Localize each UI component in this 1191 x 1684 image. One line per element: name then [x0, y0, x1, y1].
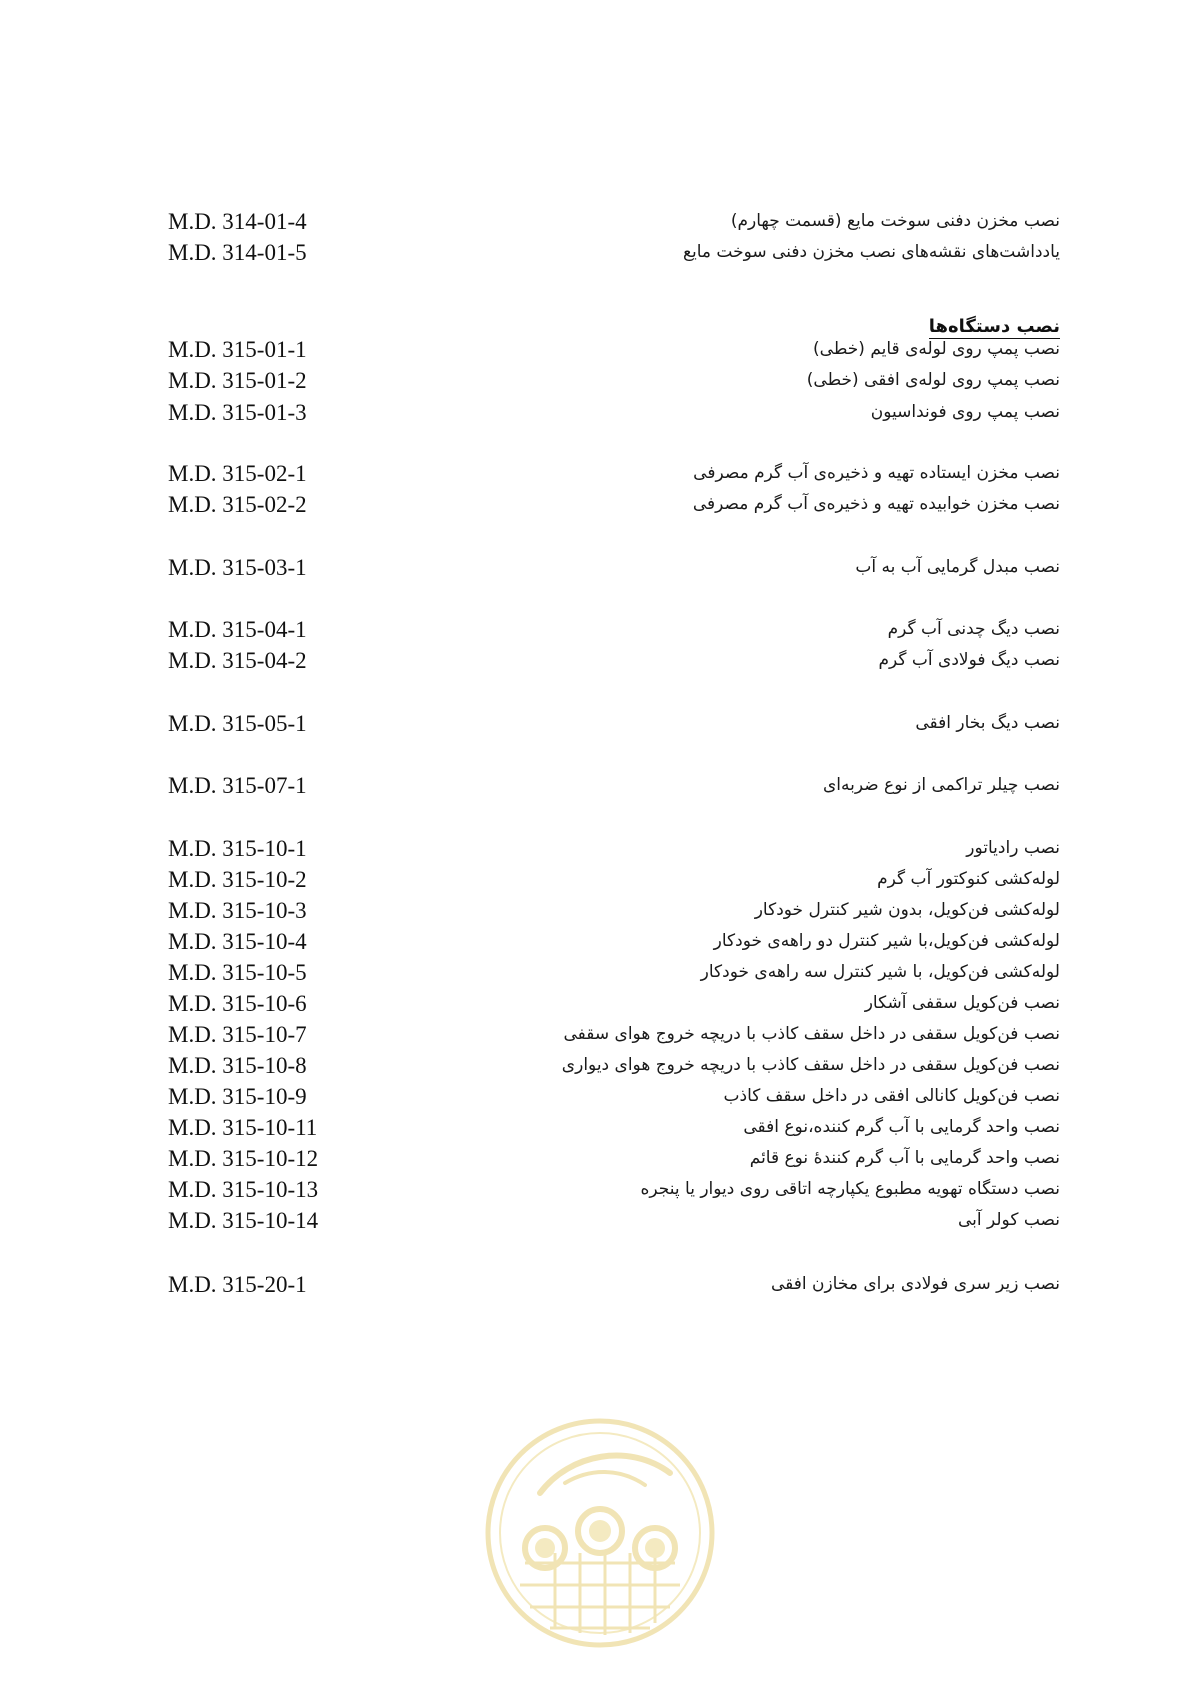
list-item: [160, 209, 1060, 241]
list-item: [160, 867, 1060, 899]
list-item: [160, 991, 1060, 1023]
item-code: M.D. 315-20-1: [168, 1272, 307, 1297]
list-item: [160, 1177, 1060, 1209]
item-code: M.D. 315-10-12: [168, 1146, 319, 1171]
item-code: M.D. 315-10-4: [168, 929, 307, 954]
item-code: M.D. 315-10-7: [168, 1022, 307, 1047]
list-item: [160, 1272, 1060, 1304]
item-title: نصب مخزن ایستاده تهیه و ذخیره‌ی آب گرم مصرفی: [693, 463, 1060, 483]
item-title: نصب مبدل گرمایی آب به آب: [855, 557, 1060, 577]
item-title: نصب کولر آبی: [957, 1210, 1060, 1230]
list-item: [160, 648, 1060, 680]
item-code: M.D. 315-10-3: [168, 898, 307, 923]
item-title: نصب پمپ روی فونداسیون: [870, 402, 1060, 422]
item-title: نصب فن‌کویل کانالی افقی در داخل سقف کاذب: [723, 1086, 1060, 1106]
item-code: M.D. 315-02-2: [168, 492, 307, 517]
item-code: M.D. 315-10-8: [168, 1053, 307, 1078]
item-code: M.D. 315-10-2: [168, 867, 307, 892]
item-title: نصب رادیاتور: [966, 838, 1060, 858]
list-item: [160, 711, 1060, 743]
item-title: نصب واحد گرمایی با آب گرم کنندهٔ نوع قائم: [749, 1148, 1060, 1168]
list-item: [160, 773, 1060, 805]
item-code: M.D. 315-01-1: [168, 337, 307, 362]
watermark-logo: [480, 1413, 720, 1653]
list-item: [160, 400, 1060, 432]
item-code: M.D. 315-10-14: [168, 1208, 319, 1233]
item-title: نصب چیلر تراکمی از نوع ضربه‌ای: [822, 775, 1060, 795]
item-title: نصب فن‌کویل سقفی آشکار: [864, 993, 1060, 1013]
item-code: M.D. 315-10-9: [168, 1084, 307, 1109]
item-title: لوله‌کشی فن‌کویل، با شیر کنترل سه راهه‌ی خودکار: [700, 962, 1060, 982]
item-code: M.D. 315-04-1: [168, 617, 307, 642]
item-title: لوله‌کشی کنوکتور آب گرم: [877, 869, 1060, 889]
list-item: [160, 337, 1060, 369]
item-title: لوله‌کشی فن‌کویل، بدون شیر کنترل خودکار: [754, 900, 1060, 920]
list-item: [160, 617, 1060, 649]
list-item: [160, 1053, 1060, 1085]
item-title: یادداشت‌های نقشه‌های نصب مخزن دفنی سوخت مایع: [682, 242, 1060, 262]
item-title: نصب دستگاه تهویه مطبوع یکپارچه اتاقی روی دیوار یا پنجره: [640, 1179, 1060, 1199]
list-item: [160, 240, 1060, 272]
list-item: [160, 492, 1060, 524]
list-item: [160, 1146, 1060, 1178]
item-code: M.D. 315-10-5: [168, 960, 307, 985]
item-code: M.D. 315-01-3: [168, 400, 307, 425]
item-code: M.D. 314-01-4: [168, 209, 307, 234]
item-code: M.D. 315-10-6: [168, 991, 307, 1016]
item-title: نصب زیر سری فولادی برای مخازن افقی: [770, 1274, 1060, 1294]
item-code: M.D. 315-02-1: [168, 461, 307, 486]
item-code: M.D. 315-07-1: [168, 773, 307, 798]
list-item: [160, 555, 1060, 587]
section-heading: نصب دستگاه‌ها: [928, 316, 1060, 337]
item-title: نصب مخزن خوابیده تهیه و ذخیره‌ی آب گرم مصرفی: [692, 494, 1060, 514]
item-title: نصب پمپ روی لوله‌ی افقی (خطی): [806, 370, 1060, 390]
list-item: [160, 836, 1060, 868]
item-code: M.D. 315-05-1: [168, 711, 307, 736]
list-item: [160, 898, 1060, 930]
item-title: نصب پمپ روی لوله‌ی قایم (خطی): [813, 339, 1060, 359]
item-code: M.D. 314-01-5: [168, 240, 307, 265]
item-title: نصب دیگ فولادی آب گرم: [878, 650, 1060, 670]
item-code: M.D. 315-10-11: [168, 1115, 318, 1140]
item-title: لوله‌کشی فن‌کویل،با شیر کنترل دو راهه‌ی خودکار: [713, 931, 1060, 951]
list-item: [160, 1022, 1060, 1054]
item-code: M.D. 315-04-2: [168, 648, 307, 673]
item-title: نصب فن‌کویل سقفی در داخل سقف کاذب با دریچه خروج هوای سقفی: [563, 1024, 1060, 1044]
item-code: M.D. 315-10-1: [168, 836, 307, 861]
list-item: [160, 1084, 1060, 1116]
list-item: [160, 368, 1060, 400]
item-title: نصب دیگ بخار افقی: [915, 713, 1060, 733]
list-item: [160, 1208, 1060, 1240]
item-title: نصب دیگ چدنی آب گرم: [887, 619, 1060, 639]
list-item: [160, 929, 1060, 961]
item-title: نصب واحد گرمایی با آب گرم کننده،نوع افقی: [743, 1117, 1060, 1137]
item-title: نصب فن‌کویل سقفی در داخل سقف کاذب با دریچه خروج هوای دیواری: [561, 1055, 1060, 1075]
item-title: نصب مخزن دفنی سوخت مایع (قسمت چهارم): [730, 211, 1060, 231]
item-code: M.D. 315-10-13: [168, 1177, 319, 1202]
list-item: [160, 960, 1060, 992]
item-code: M.D. 315-03-1: [168, 555, 307, 580]
list-item: [160, 461, 1060, 493]
item-code: M.D. 315-01-2: [168, 368, 307, 393]
list-item: [160, 1115, 1060, 1147]
